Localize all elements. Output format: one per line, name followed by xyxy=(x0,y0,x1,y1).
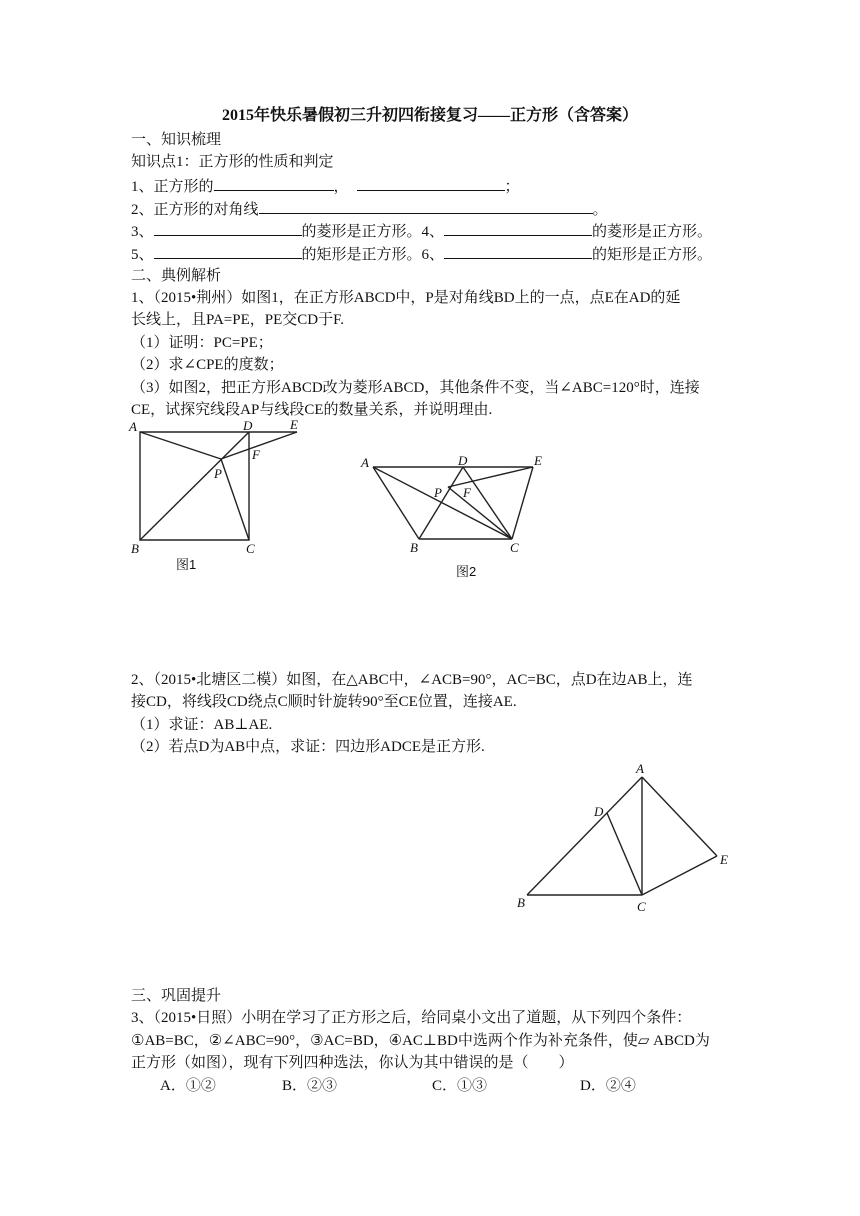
option-a[interactable]: A．①② xyxy=(160,1078,216,1094)
item-2-end: 。 xyxy=(592,202,608,218)
problem-1-question-1: （1）证明：PC=PE； xyxy=(131,335,273,351)
label-b: B xyxy=(131,541,139,556)
figure-2-lines xyxy=(373,467,533,539)
problem-1-line-1: 1、（2015•荆州）如图1，在正方形ABCD中，P是对角线BD上的一点，点E在AD的延 xyxy=(131,290,681,306)
label-c: C xyxy=(510,540,519,555)
label-e: E xyxy=(290,417,298,432)
page-title: 2015年快乐暑假初三升初四衔接复习——正方形（含答案） xyxy=(221,107,638,124)
item-3-text: 的菱形是正方形。4、 xyxy=(301,224,445,240)
item-1-prefix: 1、正方形的 xyxy=(131,179,214,195)
segment-dc xyxy=(607,813,642,895)
problem-3-line-1: 3、（2015•日照）小明在学习了正方形之后，给同桌小文出了道题，从下列四个条件： xyxy=(131,1010,692,1026)
segment-pc xyxy=(221,459,249,540)
figure-1-caption: 图1 xyxy=(176,557,197,572)
item-6-text: 的矩形是正方形。 xyxy=(592,247,713,263)
knowledge-point-1: 知识点1：正方形的性质和判定 xyxy=(131,154,334,170)
item-5-prefix: 5、 xyxy=(131,247,154,263)
problem-2-line-1: 2、（2015•北塘区二模）如图，在△ABC中，∠ACB=90°，AC=BC，点D在边AB上，连 xyxy=(131,672,693,688)
item-3-prefix: 3、 xyxy=(131,224,154,240)
item-4-text: 的菱形是正方形。 xyxy=(592,224,713,240)
problem-3-line-3: 正方形（如图），现有下列四种选法，你认为其中错误的是（ ） xyxy=(131,1055,574,1071)
diagonal-ac xyxy=(373,467,512,539)
problem-1-question-3-line-1: （3）如图2，把正方形ABCD改为菱形ABCD，其他条件不变，当∠ABC=120°时，连接 xyxy=(131,380,700,396)
segment-ce xyxy=(512,467,533,539)
segment-ae xyxy=(642,777,717,856)
section-heading-3: 三、巩固提升 xyxy=(131,988,222,1004)
label-b: B xyxy=(410,540,418,555)
section-heading-2: 二、典例解析 xyxy=(131,268,222,284)
label-b: B xyxy=(517,895,525,910)
figure-1-lines xyxy=(140,432,297,540)
problem-1-question-3-line-2: CE，试探究线段AP与线段CE的数量关系，并说明理由. xyxy=(131,402,493,418)
item-1-sep: ， xyxy=(333,179,349,195)
problem-1-line-2: 长线上，且PA=PE，PE交CD于F. xyxy=(131,312,344,328)
label-d: D xyxy=(458,453,468,468)
section-heading-1: 一、知识梳理 xyxy=(131,132,222,148)
problem-2-question-1: （1）求证：AB⊥AE. xyxy=(131,717,273,733)
figure-2-caption: 图2 xyxy=(456,564,477,579)
segment-pc xyxy=(448,487,512,539)
label-c: C xyxy=(637,899,646,914)
problem-3-line-2: ①AB=BC，②∠ABC=90°，③AC=BD，④AC⊥BD中选两个作为补充条件，使▱ ABCD为 xyxy=(131,1033,710,1049)
segment-ce xyxy=(642,856,717,895)
label-a: A xyxy=(636,761,644,776)
item-1-end: ； xyxy=(504,179,520,195)
item-5-text: 的矩形是正方形。6、 xyxy=(301,247,445,263)
label-d: D xyxy=(594,804,604,819)
option-b[interactable]: B．②③ xyxy=(282,1078,338,1094)
figure-3-lines xyxy=(527,777,717,895)
label-f: F xyxy=(252,447,260,462)
label-c: C xyxy=(246,541,255,556)
label-e: E xyxy=(720,852,728,867)
problem-2-line-2: 接CD，将线段CD绕点C顺时针旋转90°至CE位置，连接AE. xyxy=(131,694,517,710)
diagonal-bd xyxy=(419,467,463,539)
option-c[interactable]: C．①③ xyxy=(432,1078,488,1094)
diagonal-bd xyxy=(140,432,249,540)
label-f: F xyxy=(463,485,471,500)
label-p: P xyxy=(434,485,442,500)
problem-1-question-2: （2）求∠CPE的度数； xyxy=(131,357,284,373)
segment-ab xyxy=(527,777,642,895)
option-d[interactable]: D．②④ xyxy=(580,1078,636,1094)
label-a: A xyxy=(129,419,137,434)
label-a: A xyxy=(361,455,369,470)
label-d: D xyxy=(243,418,253,433)
item-2-prefix: 2、正方形的对角线 xyxy=(131,202,259,218)
label-p: P xyxy=(214,466,222,481)
segment-ab xyxy=(373,467,419,539)
segment-ap xyxy=(140,432,221,459)
label-e: E xyxy=(534,453,542,468)
problem-2-question-2: （2）若点D为AB中点，求证：四边形ADCE是正方形. xyxy=(131,739,485,755)
